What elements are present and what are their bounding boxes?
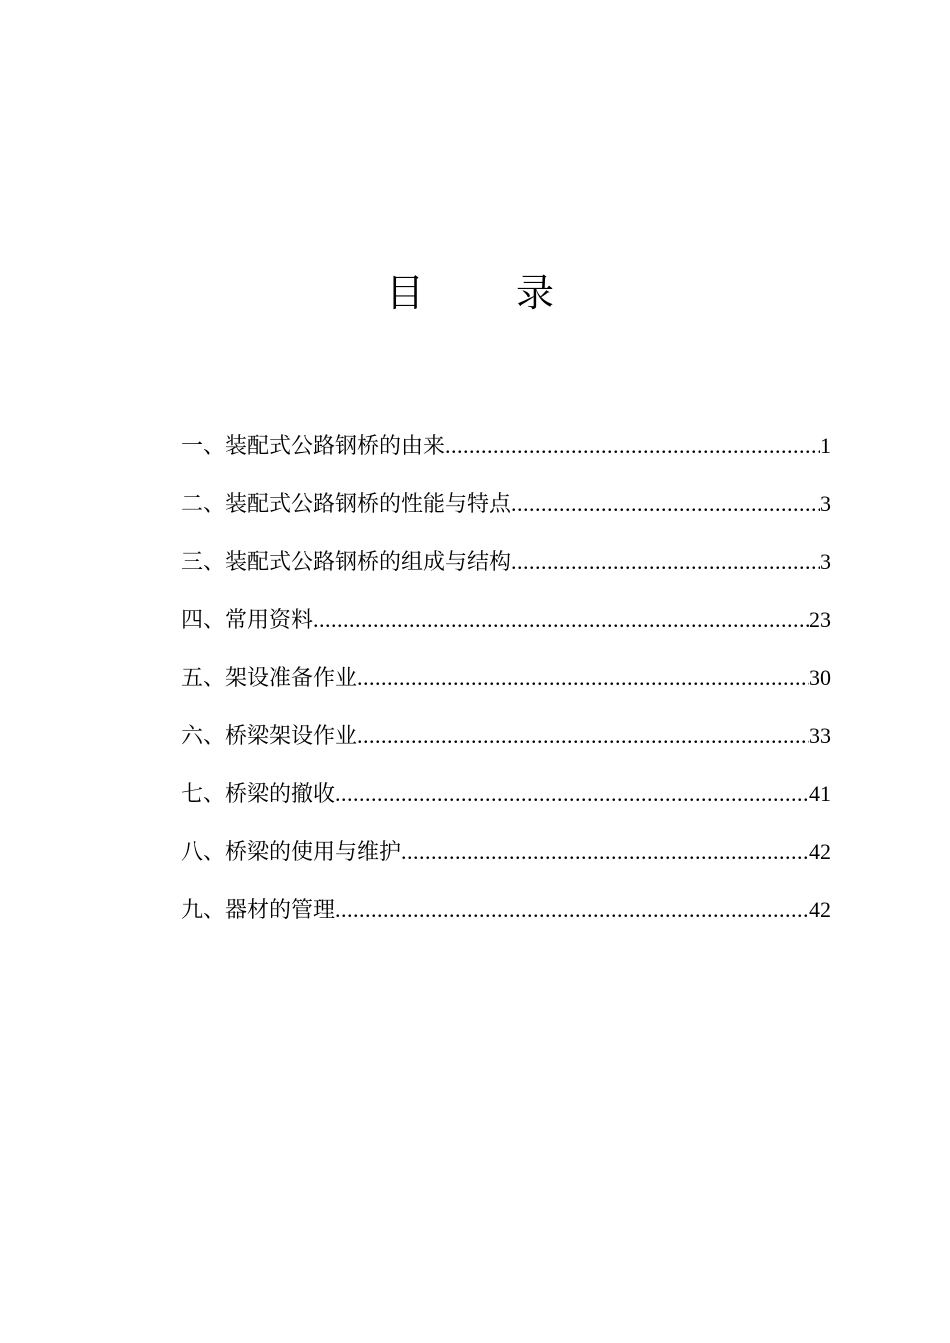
toc-page-number: 3 [820, 549, 831, 574]
toc-entry-label: 三、装配式公路钢桥的组成与结构 [181, 550, 512, 575]
toc-entry[interactable] [181, 892, 831, 950]
toc-page-number: 23 [809, 607, 831, 632]
toc-page-number: 42 [809, 839, 831, 864]
toc-dot-leader [335, 892, 809, 928]
toc-dot-leader [511, 486, 820, 522]
toc-entry-label: 六、桥梁架设作业 [181, 724, 358, 749]
toc-entry[interactable] [181, 428, 831, 486]
toc-dot-leader [357, 718, 809, 754]
toc-entry-label: 九、器材的管理 [181, 898, 336, 923]
toc-dot-leader [335, 776, 809, 812]
toc-page-number: 42 [809, 897, 831, 922]
toc-entry-label: 一、装配式公路钢桥的由来 [181, 434, 446, 459]
toc-entry[interactable] [181, 544, 831, 602]
toc-dot-leader [511, 544, 820, 580]
toc-dot-leader [401, 834, 809, 870]
toc-page-number: 33 [809, 723, 831, 748]
page-title: 目 录 [385, 271, 595, 315]
toc-page-number: 41 [809, 781, 831, 806]
toc-dot-leader [313, 602, 809, 638]
toc-page-number: 3 [820, 491, 831, 516]
toc-page-number: 30 [809, 665, 831, 690]
toc-entry[interactable] [181, 834, 831, 892]
toc-entry[interactable] [181, 486, 831, 544]
toc-entry-label: 五、架设准备作业 [181, 666, 358, 691]
toc-entry-label: 八、桥梁的使用与维护 [181, 840, 402, 865]
toc-entry-label: 七、桥梁的撤收 [181, 782, 336, 807]
toc-page-number: 1 [820, 433, 831, 458]
toc-dot-leader [445, 428, 820, 464]
toc-entry[interactable] [181, 776, 831, 834]
toc-entry[interactable] [181, 718, 831, 776]
toc-entry-label: 四、常用资料 [181, 608, 314, 633]
table-of-contents [181, 428, 831, 950]
toc-dot-leader [357, 660, 809, 696]
toc-entry[interactable] [181, 660, 831, 718]
toc-entry-label: 二、装配式公路钢桥的性能与特点 [181, 492, 512, 517]
toc-entry[interactable] [181, 602, 831, 660]
